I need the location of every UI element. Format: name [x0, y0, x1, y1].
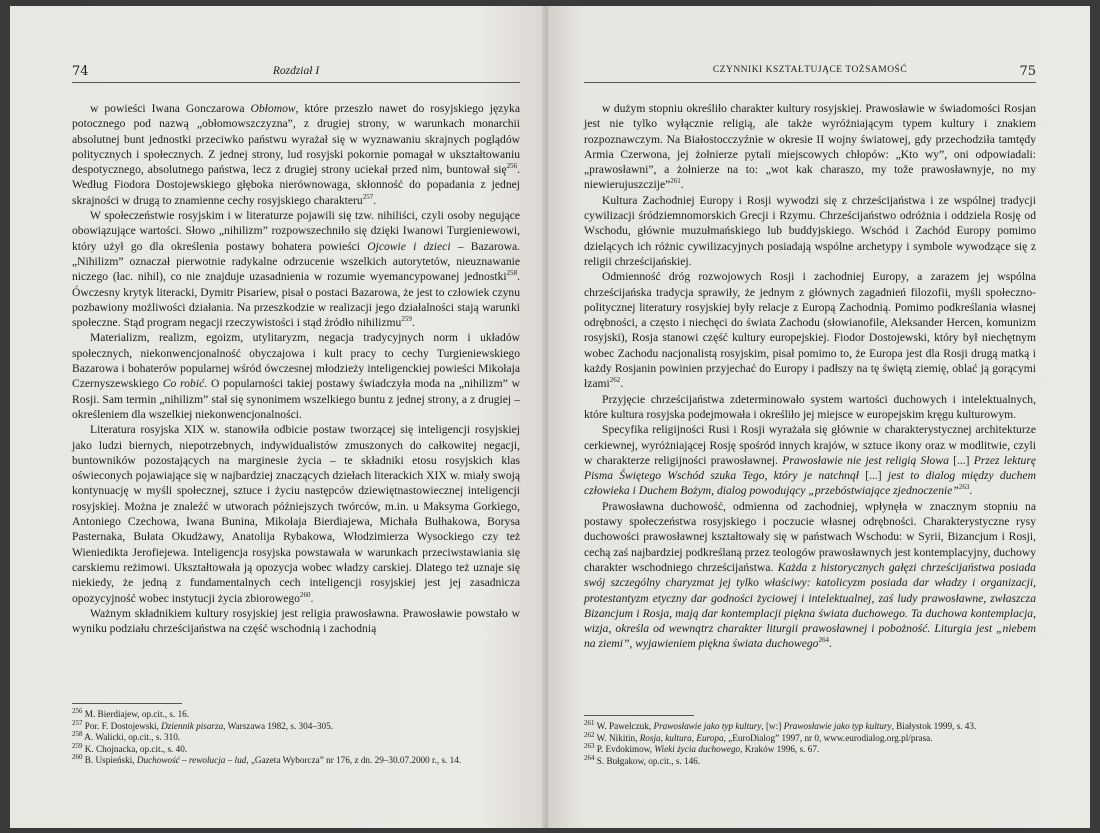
right-page — [548, 6, 1090, 828]
footnote: $^{264}$ S. Bułgakow, op.cit., s. 146. — [584, 753, 701, 766]
right-footnotes — [584, 718, 1036, 767]
right-running-head — [584, 64, 1036, 83]
right-body-text — [584, 101, 1036, 652]
footnote-separator — [584, 715, 694, 716]
footnote: $^{263}$ P. Evdokimow, Wieki życia duchowego, Kraków 1996, s. 67. — [584, 742, 820, 755]
footnote: $^{257}$ Por. F. Dostojewski, Dziennik pisarza, Warszawa 1982, s. 304–305. — [72, 718, 334, 731]
footnote: $^{262}$ W. Nikitin, Rosja, kultura, Europa, „EuroDialog” 1997, nr 0, www.eurodialog.org.pl/prasa. — [584, 730, 933, 743]
paragraph: Odmienność dróg rozwojowych Rosji i zachodniej Europy, a zarazem jej wspólna chrześcijańska tradycja sprawiły, że jednym z głównych zagadnień filozofii, myśli społeczno-politycznej literatury rosyjskiej były relacje z Europą Zachodnią. Pomimo podkreślania własnej odrębności, a często i niechęci do świata Zachodu (słowianofile, Aleksander Hercen, komunizm rosyjski), Rosja stanowi część kultury europejskiej. Fiodor Dostojewski, który był niechętnym wobec Zachodu nacjonalistą rosyjskim, pisał pomimo to, że Europa jest dla Rosji drugą matką i każdy Rosjanin powinien przyjechać do Europy i padłszy na tę świętą ziemię, oblać ją gorącymi łzami$^{262}$. — [584, 270, 1036, 391]
footnote: $^{256}$ M. Bierdiajew, op.cit., s. 16. — [72, 706, 190, 719]
paragraph: Specyfika religijności Rusi i Rosji wyrażała się głównie w charakterystycznej architekturze cerkiewnej, wyróżniającej Rosję spośród innych krajów, w sztuce ikony oraz w modlitwie, czyli w charakterze religijności prawosławnej. Prawosławie nie jest religią Słowa [...] Przez lekturę Pisma Świętego Wschód szuka Tego, który je natchnął [...] jest to dialog między duchem człowieka i Duchem Bożym, dialog powodujący „przebóstwiające zjednoczenie”$^{263}$. — [584, 423, 1036, 498]
left-body-text — [72, 101, 520, 636]
paragraph: Materializm, realizm, egoizm, utylitaryzm, negacja tradycyjnych norm i układów społecznych, niekonwencjonalność obyczajowa i kult pracy to cechy Turgieniewskiego Bazarowa i bohaterów popularnej wśród ówczesnej młodzieży inteligenckiej powieści Mikołaja Czernyszewskiego Co robić. O popularności takiej postawy świadczyła moda na „nihilizm” w Rosji. Sam termin „nihilizm” stał się synonimem wszelkiego buntu z jednej strony, a z drugiej – określeniem dla wszelkiej niekonwencjonalności. — [72, 331, 520, 421]
left-page — [10, 6, 548, 828]
page-number: 75 — [1019, 64, 1036, 79]
paragraph: w dużym stopniu określiło charakter kultury rosyjskiej. Prawosławie w świadomości Rosjan jest nie tylko wyłącznie religią, ale także wyróżniającym typem kultury i znakiem rozpoznawczym. Na Białostocczyźnie w okresie II wojny światowej, gdy przechodziła tamtędy Armia Czerwona, jej żołnierze pytali miejscowych chłopów: „Kto wy”, oni odpowiadali: „prawosławni”, a żołnierze na to: „wot kak charaszo, my tože prawosławnyje, no my niewierujuszczije”$^{261}$. — [584, 102, 1036, 192]
running-title: Rozdział I — [272, 65, 320, 77]
footnote: $^{260}$ B. Uspieński, Duchowość – rewolucja – lud, „Gazeta Wyborcza” nr 176, z dn. 29–30.07.2000 r., s. 14. — [72, 753, 462, 766]
paragraph: Kultura Zachodniej Europy i Rosji wywodzi się z chrześcijaństwa i ze wspólnej tradycji cywilizacji śródziemnomorskich Grecji i Rzymu. Chrześcijaństwo odróżnia i oddziela Rosję od Wschodu, głównie muzułmańskiego lub buddyjskiego. Wschód i Zachód Europy pomimo dzielących ich różnic cywilizacyjnych posiadają wspólne archetypy i symbole wywodzące się z religii chrześcijańskiej. — [584, 193, 1036, 268]
paragraph: Ważnym składnikiem kultury rosyjskiej jest religia prawosławna. Prawosławie powstało w wyniku podziału chrześcijaństwa na część wschodnią i zachodnią — [72, 606, 520, 636]
footnote: $^{261}$ W. Pawelczuk, Prawosławie jako typ kultury, [w:] Prawosławie jako typ kultury, Białystok 1999, s. 43. — [584, 718, 977, 731]
footnote: $^{258}$ A. Walicki, op.cit., s. 310. — [72, 730, 181, 743]
footnote: $^{259}$ K. Chojnacka, op.cit., s. 40. — [72, 741, 188, 754]
left-footnotes — [72, 706, 520, 767]
footnote-separator — [72, 703, 182, 704]
left-running-head — [72, 64, 520, 83]
paragraph: w powieści Iwana Gonczarowa Obłomow, które przeszło nawet do rosyjskiego języka potocznego pod nazwą „obłomowszczyzna”, z drugiej strony, w warunkach monarchii absolutnej bunt jednostki przeciwko państwu wyrażał się w wyznawaniu skrajnych poglądów politycznych i społecznych. Z jednej strony, lud rosyjski pokornie pomagał w ukształtowaniu despotycznego, absolutnego państwa, lecz z drugiej strony uciekał przed nim, buntował się$^{256}$. Według Fiodora Dostojewskiego głęboka nierównowaga, skłonność do popadania z jednej skrajności w drugą to znamienne cechy rosyjskiego charakteru$^{257}$. — [72, 102, 520, 207]
running-title: CZYNNIKI KSZTAŁTUJĄCE TOŻSAMOŚĆ — [712, 65, 908, 75]
paragraph: W społeczeństwie rosyjskim i w literaturze pojawili się tzw. nihiliści, czyli osoby negujące obowiązujące wartości. Słowo „nihilizm” rozpowszechniło się dzięki Iwanowi Turgieniewowi, który użył go dla określenia postawy bohatera powieści Ojcowie i dzieci – Bazarowa. „Nihilizm” oznaczał pierwotnie radykalne odrzucenie wszelkich autorytetów, nieuznawanie niczego (łac. nihil), co nie znajduje uzasadnienia w rozumie wyemancypowanej jednostki$^{258}$. Ówczesny krytyk literacki, Dymitr Pisariew, pisał o postaci Bazarowa, że jest to człowiek czynu pozbawiony możliwości działania. Na przeszkodzie w realizacji jego działalności stają warunki społeczne. Stąd program negacji rzeczywistości i stąd źródło nihilizmu$^{259}$. — [72, 209, 520, 330]
book-spread — [10, 6, 1090, 828]
page-number: 74 — [72, 64, 89, 79]
paragraph: Literatura rosyjska XIX w. stanowiła odbicie postaw tworzącej się inteligencji rosyjskiej jako ludzi biernych, niepotrzebnych, indywidualistów zmuszonych do całkowitej negacji, buntowników pozostających na marginesie życia – te składniki etosu rosyjskich klas oświeconych pojawiające się w najbardziej znaczących dziełach literackich XIX w. miały swoją kontynuację w myśli społecznej, sztuce i życiu następców dziewiętnastowiecznej inteligencji rosyjskiej. Można je znaleźć w utworach późniejszych twórców, m.in. u Maksyma Gorkiego, Antoniego Czechowa, Iwana Bunina, Mikołaja Bierdiajewa, Michała Bułhakowa, Borysa Pasternaka, Bułata Okudżawy, Anatolija Rybakowa, Włodzimierza Wysockiego czy też Wieniedikta Jerofiejewa. Inteligencja rosyjska powstawała w warunkach przeciwstawiania się carskiemu reżimowi. Ukształtowała ją opozycja wobec władzy carskiej. Dlatego też uznaje się niekiedy, że jedną z fundamentalnych cech inteligencji rosyjskiej jest jej zasadnicza opozycyjność wobec instytucji życia zbiorowego$^{260}$. — [72, 423, 520, 605]
paragraph: Prawosławna duchowość, odmienna od zachodniej, wpłynęła w znacznym stopniu na postawy społeczeństwa rosyjskiego i poczucie własnej odrębności. Charakterystyczne rysy duchowości prawosławnej kształtowały się w państwach Wschodu: w Syrii, Bizancjum i Rosji, cechą zaś najbardziej podkreślaną przez teologów prawosławnych jest kontemplacyjny, duchowy charakter wschodniego chrześcijaństwa. Każda z historycznych gałęzi chrześcijaństwa posiada swój szczególny charyzmat jej tylko właściwy: katolicyzm posiada dar władzy i organizacji, protestantyzm etyczny dar godności życiowej i intelektualnej, zaś ludy prawosławne, zwłaszcza Bizancjum i Rosja, mają dar kontemplacji piękna świata duchowego. Ta duchowa kontemplacja, wizja, określa od wewnątrz charakter liturgii prawosławnej i pobożność. Liturgia jest „niebem na ziemi”, wyjawieniem piękna świata duchowego$^{264}$. — [584, 499, 1036, 651]
paragraph: Przyjęcie chrześcijaństwa zdeterminowało system wartości duchowych i intelektualnych, które kultura rosyjska podejmowała i określiło jej miejsce w europejskim kręgu kulturowym. — [584, 392, 1036, 421]
